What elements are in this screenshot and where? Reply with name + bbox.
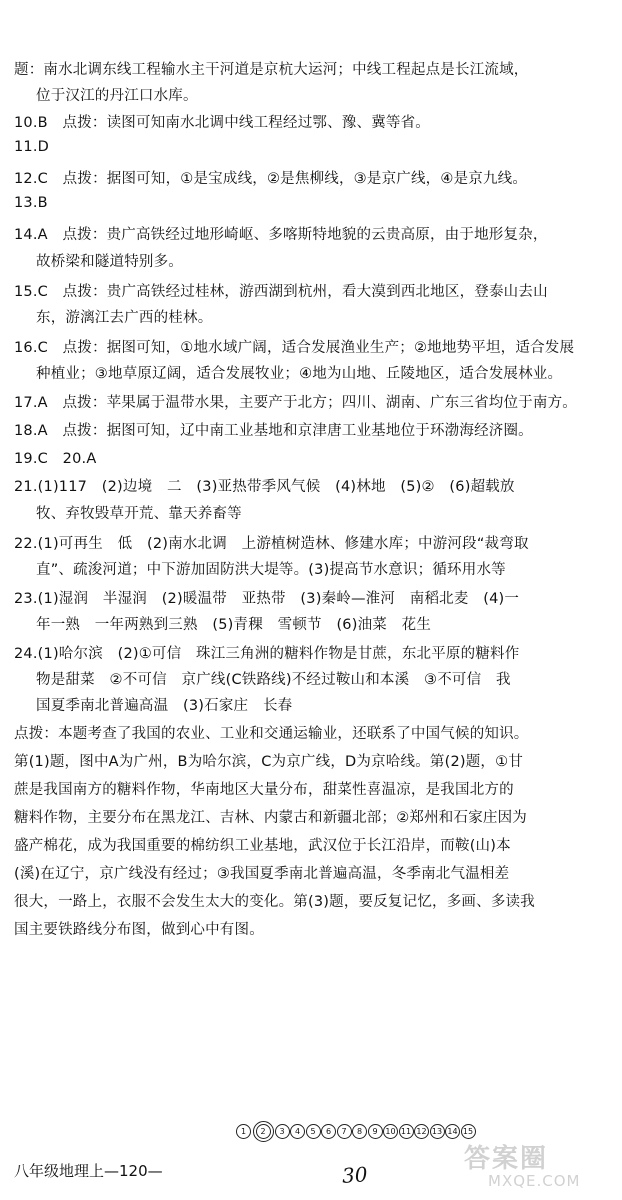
- text-line: 16.C 点拨：据图可知，①地水域广阔，适合发展渔业生产；②地地势平坦，适合发展: [14, 340, 575, 356]
- text-line: 种植业；③地草原辽阔，适合发展牧业；④地为山地、丘陵地区，适合发展林业。: [36, 366, 563, 382]
- page-footer: [14, 1160, 163, 1181]
- circled-number: 4: [290, 1124, 305, 1139]
- handwritten-number: 30: [341, 1162, 369, 1188]
- text-line: 国主要铁路线分布图，做到心中有图。: [14, 922, 264, 938]
- circled-number: 7: [337, 1124, 352, 1139]
- text-line: 很大，一路上，衣服不会发生太大的变化。第(3)题，要反复记忆，多画、多读我: [14, 894, 535, 910]
- text-line: 故桥梁和隧道特别多。: [36, 254, 183, 270]
- text-line: 15.C 点拨：贵广高铁经过桂林，游西湖到杭州，看大漠到西北地区，登泰山去山: [14, 284, 548, 300]
- circled-number: 12: [414, 1124, 429, 1139]
- page-number: —120—: [104, 1162, 163, 1180]
- text-line: 17.A 点拨：苹果属于温带水果，主要产于北方；四川、湖南、广东三省均位于南方。: [14, 395, 577, 411]
- text-line: 国夏季南北普遍高温 (3)石家庄 长春: [36, 698, 293, 714]
- watermark-url: MXQE.COM: [488, 1172, 581, 1190]
- text-line: 12.C 点拨：据图可知，①是宝成线，②是焦柳线，③是京广线，④是京九线。: [14, 171, 528, 187]
- text-line: 21.(1)117 (2)边境 二 (3)亚热带季风气候 (4)林地 (5)② (6)超载放: [14, 479, 515, 495]
- text-line: 牧、弃牧毁草开荒、靠天养畜等: [36, 506, 242, 522]
- circled-number: 8: [352, 1124, 367, 1139]
- text-line: 10.B 点拨：读图可知南水北调中线工程经过鄂、豫、冀等省。: [14, 115, 431, 131]
- text-line: 东，游漓江去广西的桂林。: [36, 310, 213, 326]
- text-line: 位于汉江的丹江口水库。: [36, 88, 198, 104]
- text-line: 11.D: [14, 139, 50, 155]
- watermark: [464, 1138, 614, 1198]
- circled-number: 5: [306, 1124, 321, 1139]
- text-line: 年一熟 一年两熟到三熟 (5)青稞 雪顿节 (6)油菜 花生: [36, 617, 432, 633]
- text-line: 题：南水北调东线工程输水主干河道是京杭大运河；中线工程起点是长江流域，: [14, 62, 529, 78]
- text-line: (溪)在辽宁，京广线没有经过；③我国夏季南北普遍高温，冬季南北气温相差: [14, 866, 510, 882]
- circled-number: 10: [383, 1124, 398, 1139]
- text-line: 19.C 20.A: [14, 451, 97, 467]
- circled-number-selected: 2: [256, 1124, 271, 1139]
- text-line: 24.(1)哈尔滨 (2)①可信 珠江三角洲的糖料作物是甘蔗，东北平原的糖料作: [14, 646, 520, 662]
- circled-number: 13: [430, 1124, 445, 1139]
- circled-number-row: [236, 1124, 476, 1139]
- text-line: 盛产棉花，成为我国重要的棉纺织工业基地，武汉位于长江沿岸，而鞍(山)本: [14, 838, 511, 854]
- watermark-logo: 答案圈: [464, 1144, 549, 1174]
- circled-number: 9: [368, 1124, 383, 1139]
- text-line: 23.(1)湿润 半湿润 (2)暖温带 亚热带 (3)秦岭—淮河 南稻北麦 (4)一: [14, 591, 520, 607]
- text-line: 点拨：本题考查了我国的农业、工业和交通运输业，还联系了中国气候的知识。: [14, 726, 529, 742]
- circled-number: 1: [236, 1124, 251, 1139]
- circled-number: 11: [399, 1124, 414, 1139]
- text-line: 22.(1)可再生 低 (2)南水北调 上游植树造林、修建水库；中游河段“裁弯取: [14, 536, 529, 552]
- circled-number: 6: [321, 1124, 336, 1139]
- text-line: 第(1)题，图中A为广州，B为哈尔滨，C为京广线，D为京哈线。第(2)题，①甘: [14, 754, 524, 770]
- circled-number: 3: [275, 1124, 290, 1139]
- text-line: 直”、疏浚河道；中下游加固防洪大堤等。(3)提高节水意识；循环用水等: [36, 562, 506, 578]
- text-line: 18.A 点拨：据图可知，辽中南工业基地和京津唐工业基地位于环渤海经济圈。: [14, 423, 533, 439]
- circled-number: 15: [461, 1124, 476, 1139]
- text-line: 蔗是我国南方的糖料作物，华南地区大量分布，甜菜性喜温凉，是我国北方的: [14, 782, 514, 798]
- text-line: 物是甜菜 ②不可信 京广线(C铁路线)不经过鞍山和本溪 ③不可信 我: [36, 672, 511, 688]
- footer-label: 八年级地理上: [14, 1162, 105, 1180]
- circled-number: 14: [445, 1124, 460, 1139]
- text-line: 糖料作物，主要分布在黑龙江、吉林、内蒙古和新疆北部；②郑州和石家庄因为: [14, 810, 527, 826]
- text-line: 14.A 点拨：贵广高铁经过地形崎岖、多喀斯特地貌的云贵高原，由于地形复杂，: [14, 227, 548, 243]
- text-line: 13.B: [14, 195, 48, 211]
